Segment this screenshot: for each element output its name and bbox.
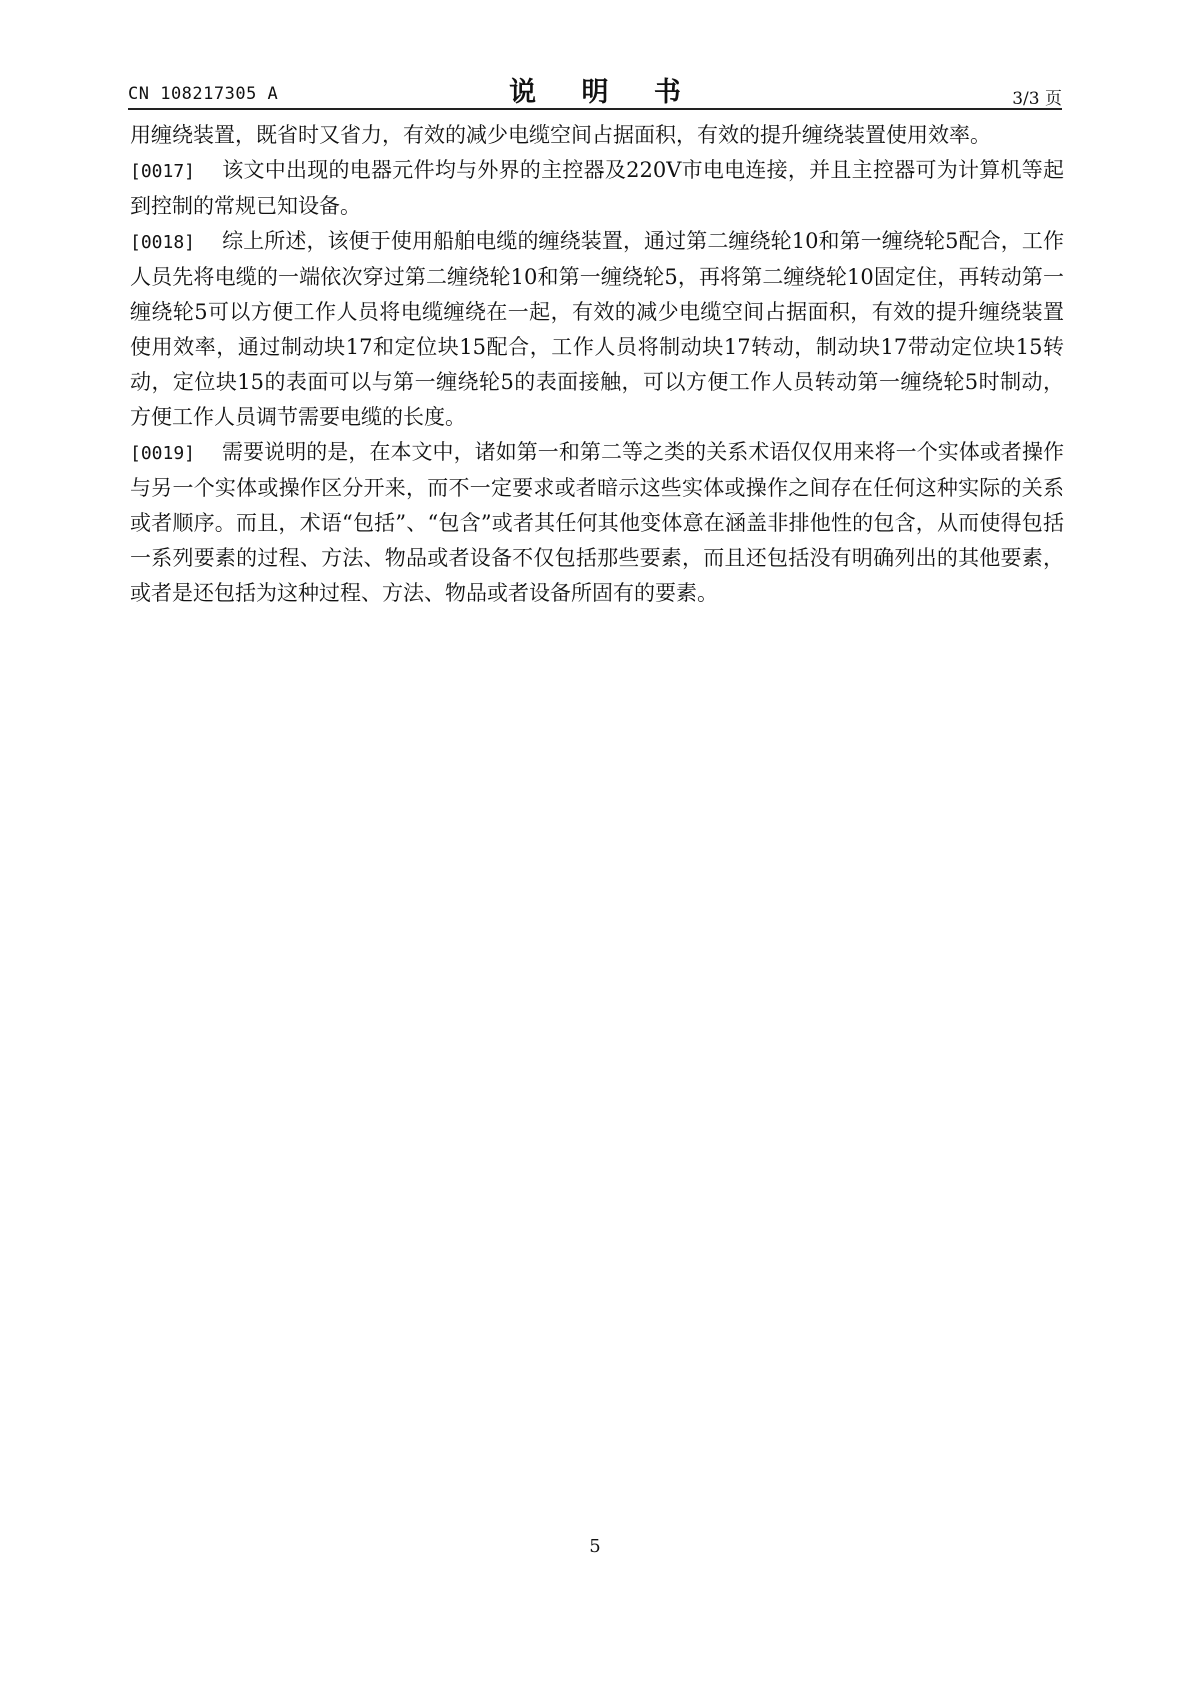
paragraph-number: [0017]: [130, 161, 196, 182]
paragraph-text: 需要说明的是，在本文中，诸如第一和第二等之类的关系术语仅仅用来将一个实体或者操作与另一个实体或操作区分开来，而不一定要求或者暗示这些实体或操作之间存在任何这种实际的关系或者顺序。而且，术语“包括”、“包含”或者其任何其他变体意在涵盖非排他性的包含，从而使得包括一系列要素的过程、方法、物品或者设备不仅包括那些要素，而且还包括没有明确列出的其他要素，或者是还包括为这种过程、方法、物品或者设备所固有的要素。: [130, 440, 1064, 605]
publication-number: CN 108217305 A: [128, 84, 279, 104]
paragraph-number: [0018]: [130, 232, 196, 253]
document-title: 说 明 书: [509, 77, 699, 108]
paragraph-0019: [130, 435, 1064, 611]
page-header: [128, 68, 1062, 110]
paragraph-number: [0019]: [130, 443, 196, 464]
paragraph-text: 该文中出现的电器元件均与外界的主控器及220V市电电连接，并且主控器可为计算机等起到控制的常规已知设备。: [130, 158, 1064, 218]
paragraph-continuation: [130, 118, 1064, 153]
paragraph-text: 综上所述，该便于使用船舶电缆的缠绕装置，通过第二缠绕轮10和第一缠绕轮5配合，工作人员先将电缆的一端依次穿过第二缠绕轮10和第一缠绕轮5，再将第二缠绕轮10固定住，再转动第一缠绕轮5可以方便工作人员将电缆缠绕在一起，有效的减少电缆空间占据面积，有效的提升缠绕装置使用效率，通过制动块17和定位块15配合，工作人员将制动块17转动，制动块17带动定位块15转动，定位块15的表面可以与第一缠绕轮5的表面接触，可以方便工作人员转动第一缠绕轮5时制动，方便工作人员调节需要电缆的长度。: [130, 229, 1064, 429]
document-body: [130, 118, 1064, 611]
page-info: 3/3 页: [1012, 89, 1062, 109]
paragraph-0018: [130, 224, 1064, 435]
paragraph-text: 用缠绕装置，既省时又省力，有效的减少电缆空间占据面积，有效的提升缠绕装置使用效率。: [130, 123, 991, 147]
page-number: 5: [589, 1536, 601, 1557]
paragraph-0017: [130, 153, 1064, 224]
